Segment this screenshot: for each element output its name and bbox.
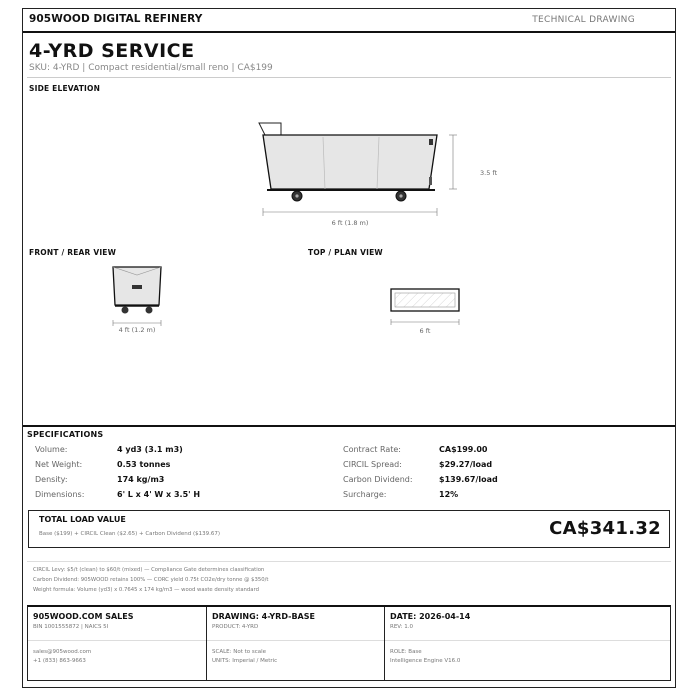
front-handle (132, 285, 142, 289)
title-block (27, 605, 671, 681)
brand-name: 905WOOD DIGITAL REFINERY (29, 13, 203, 25)
sales-business-number: BIN 1001555872 | NAICS 5I (33, 624, 109, 630)
side-hinge (429, 177, 432, 185)
date-column (384, 607, 670, 681)
top-plan-view-label: TOP / PLAN VIEW (308, 248, 383, 257)
front-view-drawing (107, 263, 167, 339)
side-length-dim: 6 ft (1.8 m) (331, 219, 369, 227)
spec-label: CIRCIL Spread: (343, 460, 402, 469)
sales-email: sales@905wood.com (33, 649, 92, 655)
spec-circil-spread-value: $29.27/load (439, 460, 493, 469)
sales-column (28, 607, 206, 681)
side-elevation-drawing (253, 119, 498, 239)
front-rear-view-label: FRONT / REAR VIEW (29, 248, 117, 257)
front-wheel (146, 307, 153, 314)
spec-weight-value: 0.53 tonnes (117, 460, 171, 469)
engine-version: Intelligence Engine V16.0 (390, 658, 461, 664)
revision: REV: 1.0 (390, 624, 413, 630)
total-load-value-box (28, 510, 670, 548)
top-length-dim: 6 ft (419, 327, 431, 335)
product-subtitle: SKU: 4-YRD | Compact residential/small reno | CA$199 (29, 63, 273, 73)
drawing-column (206, 607, 384, 681)
product-title: 4-YRD SERVICE (29, 40, 195, 62)
sales-heading: 905WOOD.COM SALES (33, 612, 134, 621)
title-bar (23, 9, 675, 33)
total-amount: CA$341.32 (549, 518, 661, 539)
spec-surcharge-value: 12% (439, 490, 459, 499)
note-line: Carbon Dividend: 905WOOD retains 100% — CORC yield 0.75t CO2e/dry tonne @ $350/t (33, 577, 269, 583)
drawing-product: PRODUCT: 4-YRD (212, 624, 259, 630)
drawing-sheet (22, 8, 676, 688)
drawing-scale: SCALE: Not to scale (212, 649, 267, 655)
date-heading: DATE: 2026-04-14 (390, 612, 471, 621)
spec-label: Surcharge: (343, 490, 387, 499)
spec-label: Volume: (35, 445, 68, 454)
specs-divider (23, 425, 675, 427)
spec-contract-rate-value: CA$199.00 (439, 445, 488, 454)
top-view-drawing (383, 285, 463, 335)
spec-volume-value: 4 yd3 (3.1 m3) (117, 445, 183, 454)
side-elevation-label: SIDE ELEVATION (29, 84, 101, 93)
drawing-units: UNITS: Imperial / Metric (212, 658, 278, 664)
spec-label: Carbon Dividend: (343, 475, 413, 484)
note-line: CIRCIL Levy: $5/t (clean) to $60/t (mixed) — Compliance Gate determines classification (33, 567, 265, 573)
role: ROLE: Base (390, 649, 422, 655)
front-width-dim: 4 ft (1.2 m) (118, 326, 156, 334)
specifications-heading: SPECIFICATIONS (27, 430, 104, 439)
total-breakdown: Base ($199) + CIRCIL Clean ($2.65) + Carbon Dividend ($139.67) (39, 531, 221, 537)
spec-label: Contract Rate: (343, 445, 401, 454)
document-type: TECHNICAL DRAWING (532, 15, 635, 25)
top-container-interior (395, 293, 455, 307)
notes-divider (27, 561, 671, 562)
total-title: TOTAL LOAD VALUE (39, 515, 126, 524)
spec-density-value: 174 kg/m3 (117, 475, 165, 484)
drawing-heading: DRAWING: 4-YRD-BASE (212, 612, 315, 621)
spec-label: Density: (35, 475, 68, 484)
header-divider (27, 77, 671, 78)
spec-dimensions-value: 6' L x 4' W x 3.5' H (117, 490, 201, 499)
sales-phone: +1 (833) 863-9663 (33, 658, 86, 664)
note-line: Weight formula: Volume (yd3) x 0.7645 x 174 kg/m3 — wood waste density standard (33, 587, 259, 593)
side-cab-outline (259, 123, 281, 135)
spec-label: Net Weight: (35, 460, 83, 469)
front-wheel (122, 307, 129, 314)
spec-carbon-dividend-value: $139.67/load (439, 475, 498, 484)
side-height-dim: 3.5 ft (480, 169, 498, 177)
spec-label: Dimensions: (35, 490, 85, 499)
side-container-body (263, 135, 437, 189)
side-latch (429, 139, 433, 145)
